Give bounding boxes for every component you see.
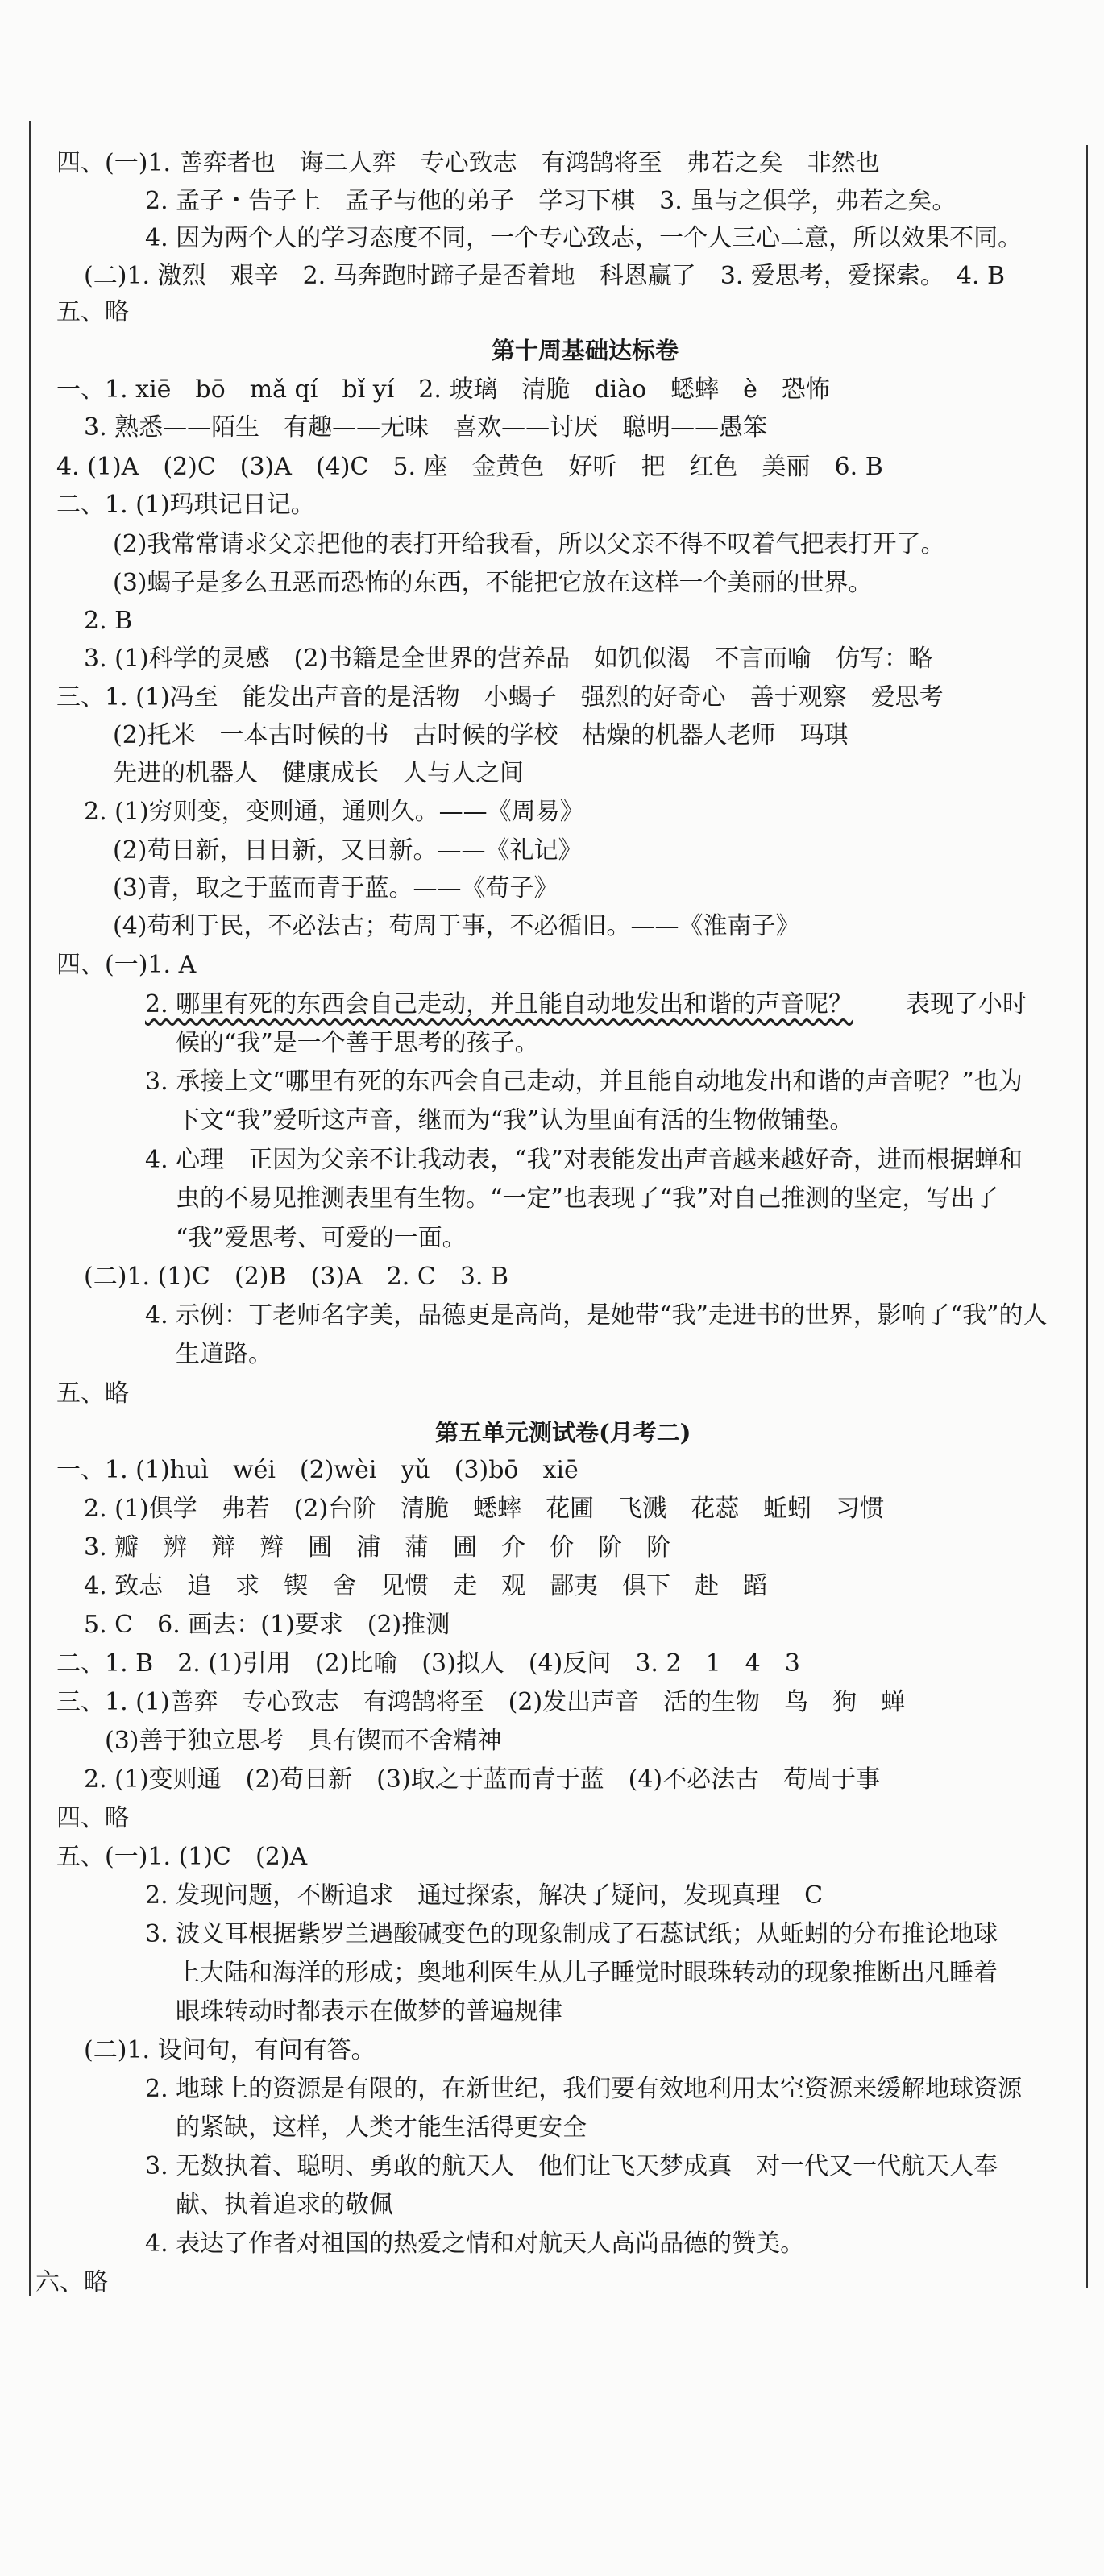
answer-line: 五、略 <box>56 298 129 326</box>
answer-line: 5. C 6. 画去：(1)要求 (2)推测 <box>84 1611 450 1639</box>
section-title: 第五单元测试卷(月考二) <box>435 1419 691 1446</box>
answer-line: (2)我常常请求父亲把他的表打开给我看，所以父亲不得不叹着气把表打开了。 <box>113 530 945 558</box>
answer-line: 表现了小时 <box>906 990 1027 1018</box>
answer-line: 3. 承接上文“哪里有死的东西会自己走动，并且能自动地发出和谐的声音呢？”也为 <box>145 1068 1023 1096</box>
answer-line: 四、略 <box>56 1804 129 1832</box>
answer-line: 2. 地球上的资源是有限的，在新世纪，我们要有效地利用太空资源来缓解地球资源 <box>145 2075 1023 2103</box>
answer-line: 4. 心理 正因为父亲不让我动表，“我”对表能发出声音越来越好奇，进而根据蝉和 <box>145 1146 1023 1174</box>
answer-line: 4. (1)A (2)C (3)A (4)C 5. 座 金黄色 好听 把 红色 美丽 6. B <box>56 453 883 481</box>
answer-line: 三、1. (1)善弈 专心致志 有鸿鹄将至 (2)发出声音 活的生物 鸟 狗 蝉 <box>56 1688 906 1716</box>
answer-line: (二)1. 激烈 艰辛 2. 马奔跑时蹄子是否着地 科恩赢了 3. 爱思考，爱探索。 4. B <box>84 262 1006 290</box>
answer-line: (3)蝎子是多么丑恶而恐怖的东西，不能把它放在这样一个美丽的世界。 <box>113 569 873 597</box>
answer-line: 2. (1)穷则变，变则通，通则久。——《周易》 <box>84 798 584 826</box>
answer-line: 二、1. B 2. (1)引用 (2)比喻 (3)拟人 (4)反问 3. 2 1 4 3 <box>56 1649 800 1678</box>
answer-line: 一、1. xiē bō mǎ qí bǐ yí 2. 玻璃 清脆 diào 蟋蟀 è 恐怖 <box>56 375 830 404</box>
answer-line: 献、执着追求的敬佩 <box>176 2191 393 2219</box>
answer-line: 3. 瓣 辨 辩 辫 圃 浦 蒲 圃 介 价 阶 阶 <box>84 1533 671 1562</box>
answer-line: 3. 波义耳根据紫罗兰遇酸碱变色的现象制成了石蕊试纸；从蚯蚓的分布推论地球 <box>145 1920 998 1948</box>
answer-line: (二)1. 设问句，有问有答。 <box>84 2036 376 2064</box>
answer-line: 3. (1)科学的灵感 (2)书籍是全世界的营养品 如饥似渴 不言而喻 仿写：略 <box>84 645 933 673</box>
answer-line: (4)苟利于民，不必法古；苟周于事，不必循旧。——《淮南子》 <box>113 912 800 940</box>
answer-line: 下文“我”爱听这声音，继而为“我”认为里面有活的生物做铺垫。 <box>176 1106 854 1135</box>
answer-line: 2. (1)俱学 弗若 (2)台阶 清脆 蟋蟀 花圃 飞溅 花蕊 蚯蚓 习惯 <box>84 1495 885 1523</box>
answer-line: 五、(一)1. (1)C (2)A <box>56 1843 308 1871</box>
right-rule <box>1086 145 1088 2288</box>
left-rule <box>29 121 31 2296</box>
section-title: 第十周基础达标卷 <box>492 337 679 364</box>
answer-line: 二、1. (1)玛琪记日记。 <box>56 491 315 519</box>
answer-line: 三、1. (1)冯至 能发出声音的是活物 小蝎子 强烈的好奇心 善于观察 爱思考 <box>56 683 944 711</box>
answer-line: 四、(一)1. A <box>56 951 197 979</box>
answer-line: 4. 致志 追 求 锲 舍 见惯 走 观 鄙夷 俱下 赴 蹈 <box>84 1572 768 1600</box>
answer-line: 的紧缺，这样，人类才能生活得更安全 <box>176 2113 587 2142</box>
answer-line: 4. 示例：丁老师名字美，品德更是高尚，是她带“我”走进书的世界，影响了“我”的人 <box>145 1301 1048 1329</box>
answer-line: 一、1. (1)huì wéi (2)wèi yǔ (3)bō xiē <box>56 1456 579 1484</box>
answer-line: 五、略 <box>56 1379 129 1408</box>
answer-line: 生道路。 <box>176 1340 272 1368</box>
answer-line: 3. 熟悉——陌生 有趣——无味 喜欢——讨厌 聪明——愚笨 <box>84 413 768 442</box>
answer-line: 4. 因为两个人的学习态度不同，一个专心致志，一个人三心二意，所以效果不同。 <box>145 224 1023 252</box>
answer-line: 2. (1)变则通 (2)苟日新 (3)取之于蓝而青于蓝 (4)不必法古 苟周于事 <box>84 1765 881 1794</box>
answer-line: 2. B <box>84 607 133 635</box>
answer-line: (二)1. (1)C (2)B (3)A 2. C 3. B <box>84 1263 509 1291</box>
wavy-quote: 2. 哪里有死的东西会自己走动，并且能自动地发出和谐的声音呢？ <box>145 990 853 1018</box>
answer-line: (3)善于独立思考 具有锲而不舍精神 <box>105 1727 502 1755</box>
answer-line: 虫的不易见推测表里有生物。“一定”也表现了“我”对自己推测的坚定，写出了 <box>176 1184 999 1213</box>
answer-line: 眼珠转动时都表示在做梦的普遍规律 <box>176 1997 562 2026</box>
answer-line: (2)苟日新，日日新，又日新。——《礼记》 <box>113 836 583 865</box>
answer-line: 先进的机器人 健康成长 人与人之间 <box>113 759 524 787</box>
answer-line: 四、(一)1. 善弈者也 诲二人弈 专心致志 有鸿鹄将至 弗若之矣 非然也 <box>56 149 880 177</box>
answer-line: (3)青，取之于蓝而青于蓝。——《荀子》 <box>113 874 558 902</box>
answer-line: 2. 孟子・告子上 孟子与他的弟子 学习下棋 3. 虽与之俱学，弗若之矣。 <box>145 187 957 215</box>
answer-line: 4. 表达了作者对祖国的热爱之情和对航天人高尚品德的赞美。 <box>145 2230 805 2258</box>
answer-line: 2. 发现问题，不断追求 通过探索，解决了疑问，发现真理 C <box>145 1881 824 1910</box>
answer-line: (2)托米 一本古时候的书 古时候的学校 枯燥的机器人老师 玛琪 <box>113 721 849 749</box>
answer-line: 上大陆和海洋的形成；奥地利医生从儿子睡觉时眼珠转动的现象推断出凡睡着 <box>176 1959 998 1987</box>
answer-line: 候的“我”是一个善于思考的孩子。 <box>176 1029 539 1057</box>
answer-line: “我”爱思考、可爱的一面。 <box>176 1224 467 1252</box>
answer-line: 3. 无数执着、聪明、勇敢的航天人 他们让飞天梦成真 对一代又一代航天人奉 <box>145 2152 998 2180</box>
answer-line: 六、略 <box>35 2268 108 2296</box>
